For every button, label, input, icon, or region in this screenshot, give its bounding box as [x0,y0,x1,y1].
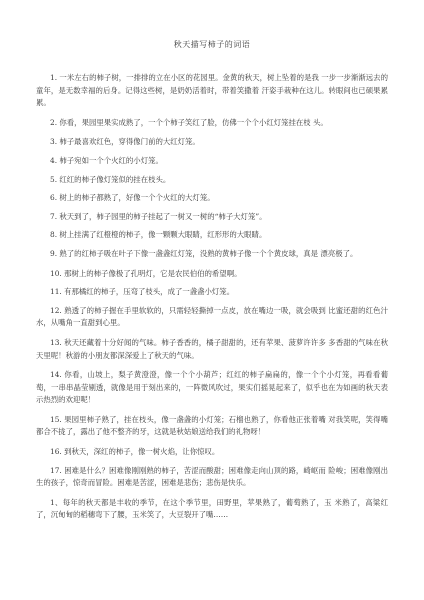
paragraph-14: 14. 你看，山坡上，梨子黄澄澄，像一个个小葫芦；红红的柿子扁扁的，像一个个小灯笼，再看看葡萄，一串串晶莹剔透，就像是用于刻出来的，一阵微风吹过，果实们摇晃起来了，似乎也在为如画的秋天表示热烈的欢迎呢！ [36,370,388,405]
paragraph-1: 1. 一米左右的柿子树，一排排的立在小区的花园里。金黄的秋天，树上坠着的是我 一步一步渐渐远去的童年，是无数幸福的后身。记得这些树，是奶奶活着时，带着笑撒着 汗姿手栽种在这儿。转眼间也已硕果累累。 [36,73,388,108]
paragraph-2: 2. 你看，果园里果实成熟了，一个个柿子笑红了脸，仿佛一个个小红灯笼挂在枝 头。 [50,117,328,127]
paragraph-6: 6. 树上的柿子都熟了，好像一个个火红的大灯笼。 [50,193,215,203]
paragraph-10: 10. 那树上的柿子像极了孔明灯，它是农民伯伯的希望啊。 [50,268,242,278]
paragraph-8: 8. 树上挂满了红橙橙的柿子，像一颗颗大眼睛，红形形的大眼睛。 [50,230,267,240]
paragraph-3: 3. 柿子最喜欢红色，穿得像门前的大红灯笼。 [50,137,200,147]
paragraph-5: 5. 红红的柿子像灯笼似的挂在枝头。 [50,174,171,184]
paragraph-12: 12. 熟透了的柿子握在手里软软的，只需轻轻撕掉一点皮，放在嘴边一吸，就会吸到 比蜜还甜的红色汁水，从嘴角一直甜到心里。 [36,305,388,328]
paragraph-7: 7. 秋天到了，柿子园里的柿子挂起了一树又一树的“柿子大灯笼”。 [50,211,267,221]
paragraph-11: 11. 有那橘红的柿子，压弯了枝头，成了一盏盏小灯笼。 [50,287,235,297]
paragraph-16: 16. 到秋天，深红的柿子，像一树火焰，让你惊叹。 [50,447,220,457]
paragraph-4: 4. 柿子宛如一个个火红的小灯笼。 [50,155,163,165]
paragraph-18: 1、每年的秋天都是丰收的季节，在这个季节里，田野里，苹果熟了，葡萄熟了，玉 米熟了，高粱红了，沉甸甸的稻穗弯下了腰，玉米笑了，大豆裂开了嘴…… [36,497,388,520]
paragraph-13: 13. 秋天还藏着十分好闻的气味。柿子香香的，橘子甜甜的，还有苹果、菠萝许许多 多香甜的气味在秋天里呢！秋游的小朋友都深深爱上了秋天的气味。 [36,337,388,360]
paragraph-15: 15. 果园里柿子熟了，挂在枝头，像一盏盏的小灯笼；石榴也熟了，你看他正张着嘴 对我笑呢，笑得嘴都合不拢了，露出了他不整齐的牙，这就是秋姑娘送给我们的礼物呀！ [36,414,388,437]
paragraph-9: 9. 熟了的红柿子吸在叶子下像一盏盏红灯笼，没熟的黄柿子像一个个黄皮球，真是 漂亮极了。 [50,248,358,258]
document-title: 秋天描写柿子的词语 [173,40,251,49]
paragraph-17: 17. 困难是什么？困难像刚刚熟的柿子，苦涩而酸甜；困难像走向山顶的路，崎岖而 险峻；困难像刚出生的孩子，惊奇而冒险。困难是苦涩，困难是悲伤；悲伤是快乐。 [36,465,388,488]
